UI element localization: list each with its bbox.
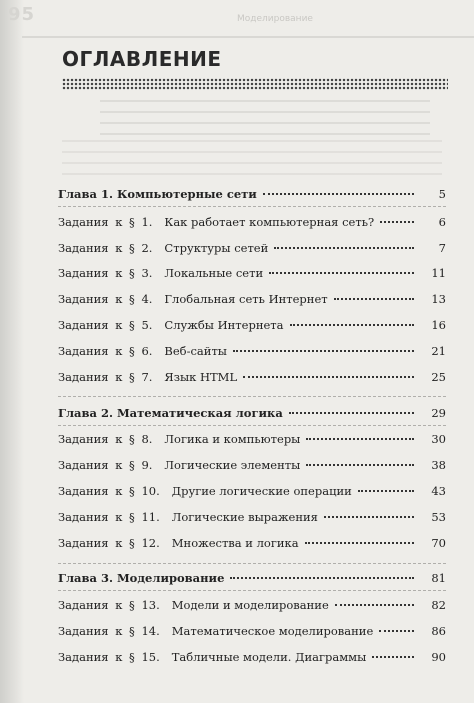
toc-chapter-1[interactable] bbox=[58, 184, 446, 204]
dot-leader bbox=[335, 604, 414, 606]
entry-title: Логика и компьютеры bbox=[164, 432, 301, 446]
page-ref: 30 bbox=[431, 432, 446, 446]
toc-entry[interactable] bbox=[58, 238, 446, 258]
page-ref: 6 bbox=[438, 215, 446, 229]
toc-entry[interactable] bbox=[58, 367, 446, 387]
dot-leader bbox=[305, 542, 414, 544]
dot-leader bbox=[306, 438, 414, 440]
entry-prefix: Задания к § 14. bbox=[58, 624, 160, 638]
page-ref: 13 bbox=[431, 292, 446, 306]
entry-prefix: Задания к § 10. bbox=[58, 484, 160, 498]
entry-title: Логические выражения bbox=[171, 510, 318, 524]
toc-chapter-2[interactable] bbox=[58, 403, 446, 423]
dot-leader bbox=[324, 516, 414, 518]
entry-prefix: Задания к § 4. bbox=[58, 292, 153, 306]
page-number: 95 bbox=[8, 4, 36, 25]
running-head: Моделирование bbox=[237, 14, 313, 24]
toc-chapter-3[interactable] bbox=[58, 568, 446, 588]
entry-title: Математическое моделирование bbox=[171, 624, 374, 638]
toc-entry[interactable] bbox=[58, 289, 446, 309]
bleed-through-text bbox=[100, 100, 430, 144]
page-ref: 7 bbox=[438, 241, 446, 255]
entry-title: Табличные модели. Диаграммы bbox=[171, 650, 367, 664]
page-ref: 53 bbox=[431, 510, 446, 524]
entry-prefix: Задания к § 15. bbox=[58, 650, 160, 664]
toc-entry[interactable] bbox=[58, 507, 446, 527]
toc-entry[interactable] bbox=[58, 263, 446, 283]
entry-title: Язык HTML bbox=[164, 370, 238, 384]
toc-entry[interactable] bbox=[58, 315, 446, 335]
entry-title: Другие логические операции bbox=[171, 484, 352, 498]
dot-leader bbox=[379, 630, 414, 632]
dot-leader bbox=[269, 272, 414, 274]
chapter-label: Глава 1. Компьютерные сети bbox=[58, 187, 257, 201]
toc-entry[interactable] bbox=[58, 595, 446, 615]
dot-leader bbox=[289, 412, 414, 414]
page-ref: 5 bbox=[438, 187, 446, 201]
dot-leader bbox=[243, 376, 414, 378]
page-ref: 43 bbox=[431, 484, 446, 498]
separator bbox=[58, 590, 446, 591]
page-ref: 70 bbox=[431, 536, 446, 550]
page-ref: 38 bbox=[431, 458, 446, 472]
toc-heading: ОГЛАВЛЕНИЕ bbox=[62, 47, 222, 71]
page-ref: 25 bbox=[431, 370, 446, 384]
dot-leader bbox=[306, 464, 414, 466]
header-rule bbox=[22, 36, 474, 38]
page-ref: 16 bbox=[431, 318, 446, 332]
dot-leader bbox=[380, 221, 414, 223]
toc-entry[interactable] bbox=[58, 621, 446, 641]
entry-prefix: Задания к § 11. bbox=[58, 510, 160, 524]
entry-title: Логические элементы bbox=[164, 458, 301, 472]
page-ref: 29 bbox=[431, 406, 446, 420]
page-ref: 11 bbox=[431, 266, 446, 280]
entry-prefix: Задания к § 1. bbox=[58, 215, 153, 229]
dot-leader bbox=[263, 193, 414, 195]
page-ref: 81 bbox=[431, 571, 446, 585]
bleed-through-text bbox=[62, 140, 442, 180]
entry-title: Модели и моделирование bbox=[171, 598, 329, 612]
entry-prefix: Задания к § 2. bbox=[58, 241, 153, 255]
separator bbox=[58, 563, 446, 564]
dot-leader bbox=[233, 350, 414, 352]
chapter-label: Глава 3. Моделирование bbox=[58, 571, 225, 585]
entry-prefix: Задания к § 8. bbox=[58, 432, 153, 446]
entry-title: Множества и логика bbox=[171, 536, 299, 550]
toc-entry[interactable] bbox=[58, 533, 446, 553]
dot-leader bbox=[230, 577, 414, 579]
entry-title: Веб-сайты bbox=[164, 344, 227, 358]
entry-title: Как работает компьютерная сеть? bbox=[164, 215, 375, 229]
toc-entry[interactable] bbox=[58, 455, 446, 475]
toc-entry[interactable] bbox=[58, 481, 446, 501]
entry-title: Глобальная сеть Интернет bbox=[164, 292, 328, 306]
page-ref: 21 bbox=[431, 344, 446, 358]
separator bbox=[58, 425, 446, 426]
page-gutter-shadow bbox=[0, 0, 24, 703]
toc-entry[interactable] bbox=[58, 341, 446, 361]
chapter-label: Глава 2. Математическая логика bbox=[58, 406, 283, 420]
dot-leader bbox=[274, 247, 414, 249]
entry-prefix: Задания к § 9. bbox=[58, 458, 153, 472]
page-ref: 86 bbox=[431, 624, 446, 638]
toc-entry[interactable] bbox=[58, 647, 446, 667]
entry-prefix: Задания к § 12. bbox=[58, 536, 160, 550]
page-ref: 82 bbox=[431, 598, 446, 612]
toc-entry[interactable] bbox=[58, 212, 446, 232]
separator bbox=[58, 396, 446, 397]
entry-title: Локальные сети bbox=[164, 266, 264, 280]
entry-prefix: Задания к § 5. bbox=[58, 318, 153, 332]
dot-leader bbox=[372, 656, 414, 658]
dot-leader bbox=[290, 324, 414, 326]
toc-entry[interactable] bbox=[58, 429, 446, 449]
entry-title: Службы Интернета bbox=[164, 318, 284, 332]
dot-leader bbox=[358, 490, 414, 492]
heading-dotted-rule bbox=[62, 78, 448, 90]
entry-prefix: Задания к § 6. bbox=[58, 344, 153, 358]
entry-prefix: Задания к § 3. bbox=[58, 266, 153, 280]
dot-leader bbox=[334, 298, 414, 300]
entry-prefix: Задания к § 7. bbox=[58, 370, 153, 384]
page-ref: 90 bbox=[431, 650, 446, 664]
entry-prefix: Задания к § 13. bbox=[58, 598, 160, 612]
separator bbox=[58, 206, 446, 207]
entry-title: Структуры сетей bbox=[164, 241, 269, 255]
